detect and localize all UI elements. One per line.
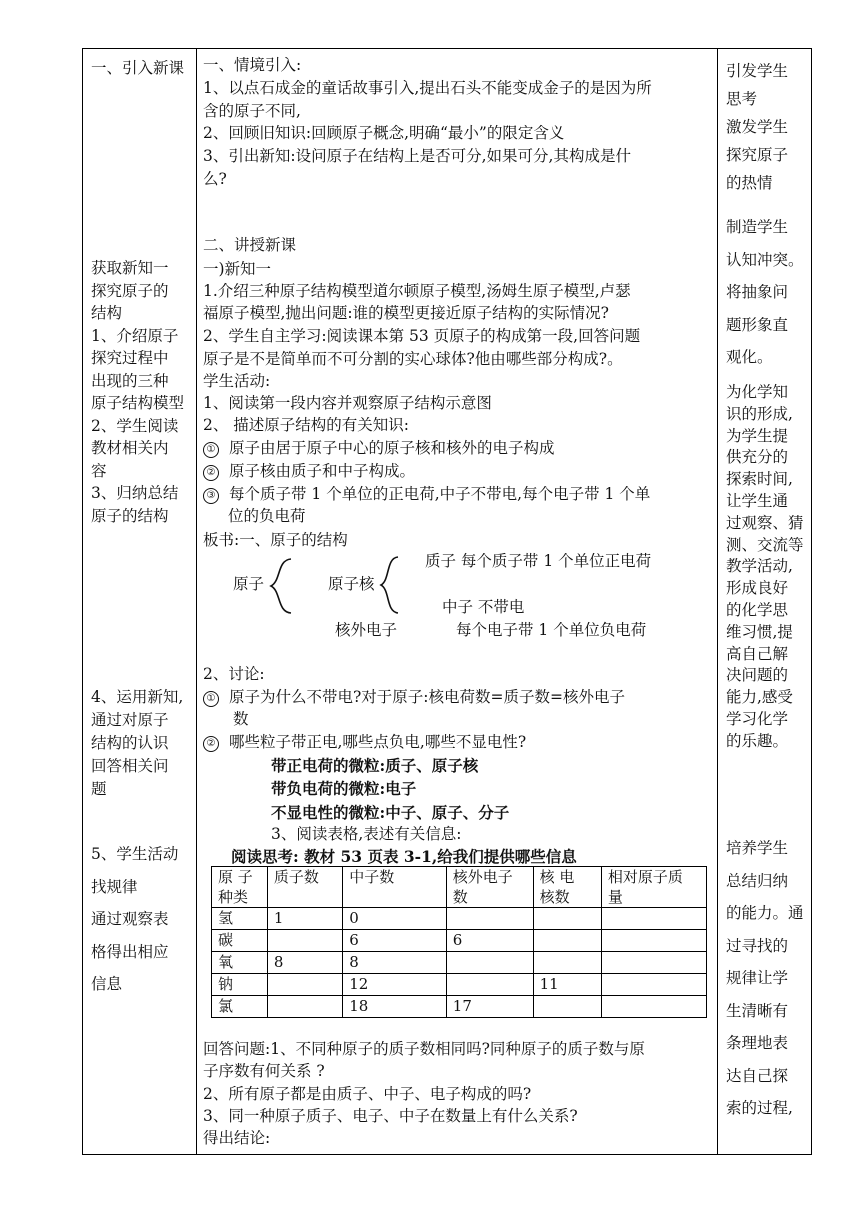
table-cell: 6 (446, 930, 533, 952)
table-cell (601, 930, 706, 952)
table-cell: 氢 (212, 908, 268, 930)
header-text: 种类 (218, 888, 249, 906)
note-line: 高自己解 (726, 644, 789, 663)
note-line: 让学生通 (726, 492, 789, 510)
design-intent-column (718, 49, 812, 1154)
note-line: 通过对原子 (91, 711, 169, 729)
note-line: 的能力。通 (726, 904, 804, 922)
note-line: 的热情 (726, 174, 773, 192)
table-cell: 8 (267, 952, 342, 974)
text-line: 1、阅读第一段内容并观察原子结构示意图 (203, 394, 492, 412)
reading-prompt: 阅读思考: 教材 53 页表 3-1,给我们提供哪些信息 (231, 847, 577, 866)
note-line: 1、介绍原子 (91, 326, 179, 345)
header-text: 数 (452, 888, 468, 906)
text-line: 3、引出新知:设问原子在结构上是否可分,如果可分,其构成是什 (203, 147, 631, 165)
table-header-cell (267, 867, 342, 908)
note-line: 探究原子的 (91, 281, 169, 300)
text-line: 3、阅读表格,表述有关信息: (271, 825, 462, 843)
note-line: 观化。 (726, 348, 773, 366)
header-text: 量 (607, 888, 623, 906)
note-line: 找规律 (91, 877, 138, 896)
table-header-cell (533, 867, 601, 908)
note-line: 2、学生阅读 (91, 416, 179, 435)
section2-title: 二、讲授新课 (203, 236, 297, 254)
list-item: ② 原子核由质子和中子构成。 (203, 461, 415, 481)
table-header-cell (601, 867, 706, 908)
text-line: 位的负电荷 (228, 507, 306, 525)
activity-title: 学生活动: (203, 372, 271, 390)
text-line: 么? (203, 170, 227, 188)
table-cell: 6 (343, 930, 447, 952)
text-line: 2、回顾旧知识:回顾原子概念,明确“最小”的限定含义 (203, 124, 565, 142)
step-intro: 一、引入新课 (91, 59, 185, 77)
note-line: 引发学生 (726, 62, 789, 80)
note-line: 题形象直 (726, 315, 789, 334)
note-line: 原子结构模型 (91, 394, 185, 412)
note-line: 将抽象问 (726, 283, 789, 301)
text-line: 原子是不是简单而不可分割的实心球体?他由哪些部分构成?。 (203, 350, 623, 368)
table-cell (533, 930, 601, 952)
neutral-particles: 不显电性的微粒:中子、原子、分子 (271, 803, 510, 822)
note-line: 结构的认识 (91, 734, 169, 752)
note-line: 5、学生活动 (91, 845, 179, 863)
brace-icon (378, 555, 402, 615)
negative-particles: 带负电荷的微粒:电子 (271, 779, 417, 798)
table-cell (267, 974, 342, 996)
table-cell: 12 (343, 974, 447, 996)
note-line: 的化学思 (726, 601, 789, 619)
positive-particles: 带正电荷的微粒:质子、原子核 (271, 756, 479, 775)
note-line: 认知冲突。 (726, 250, 804, 269)
table-cell (446, 952, 533, 974)
note-line: 供充分的 (726, 448, 789, 467)
electron-desc: 每个电子带 1 个单位负电荷 (456, 621, 647, 639)
note-line: 探索时间, (726, 470, 793, 489)
table-cell: 氯 (212, 996, 268, 1018)
table-row (212, 930, 707, 952)
table-cell (533, 996, 601, 1018)
note-line: 容 (91, 461, 107, 480)
table-cell: 18 (343, 996, 447, 1018)
note-line: 探究过程中 (91, 349, 169, 367)
note-line: 出现的三种 (91, 371, 169, 390)
circled-number: ① (203, 691, 219, 707)
table-header-cell (446, 867, 533, 908)
header-text: 原 子 (218, 868, 253, 886)
nucleus-label: 原子核 (328, 575, 375, 593)
note-line: 过观察、猜 (726, 513, 804, 532)
subsection-title: 一)新知一 (203, 260, 272, 278)
note-line: 题 (91, 780, 107, 798)
table-cell (533, 952, 601, 974)
neutron-line: 中子 不带电 (442, 598, 525, 616)
table-row (212, 974, 707, 996)
text-line: 子序数有何关系 ? (203, 1062, 325, 1080)
table-cell (601, 908, 706, 930)
note-line: 教材相关内 (91, 439, 169, 457)
list-item: ② 哪些粒子带正电,哪些点负电,哪些不显电性? (203, 732, 526, 752)
note-line: 4、运用新知, (91, 688, 184, 706)
discussion-title: 2、讨论: (203, 665, 265, 683)
list-item: ③ 每个质子带 1 个单位的正电荷,中子不带电,每个电子带 1 个单 (203, 484, 650, 504)
atom-label: 原子 (233, 575, 265, 593)
text-line: 3、同一种原子质子、电子、中子在数量上有什么关系? (203, 1107, 578, 1125)
text-line: 1、以点石成金的童话故事引入,提出石头不能变成金子的是因为所 (203, 79, 652, 97)
circled-number: ① (203, 442, 219, 458)
note-line: 学习化学 (726, 710, 789, 728)
table-cell: 11 (533, 974, 601, 996)
table-cell: 氧 (212, 952, 268, 974)
atom-data-table (211, 866, 707, 1018)
note-line: 思考 (726, 90, 758, 108)
circled-number: ② (203, 736, 219, 752)
note-line: 激发学生 (726, 118, 789, 136)
note-line: 结构 (91, 304, 123, 322)
header-text: 中子数 (349, 868, 395, 886)
table-row (212, 996, 707, 1018)
header-text: 核 电 (539, 868, 575, 886)
list-item: ① 原子为什么不带电?对于原子:核电荷数=质子数=核外电子 (203, 687, 625, 707)
list-item: ① 原子由居于原子中心的原子核和核外的电子构成 (203, 438, 555, 458)
note-line: 格得出相应 (91, 942, 169, 961)
text-line: 回答问题:1、不同种原子的质子数相同吗?同种原子的质子数与原 (203, 1040, 645, 1058)
note-line: 原子的结构 (91, 506, 169, 525)
note-line: 教学活动, (726, 557, 793, 576)
text-line: 含的原子不同, (203, 102, 301, 120)
note-line: 索的过程, (726, 1099, 793, 1117)
note-line: 识的形成, (726, 404, 793, 423)
note-line: 生清晰有 (726, 1001, 789, 1020)
table-row (212, 908, 707, 930)
text-line: 数 (233, 710, 249, 728)
header-text: 质子数 (273, 868, 319, 886)
table-cell (601, 974, 706, 996)
header-text: 相对原子质 (607, 868, 683, 886)
note-line: 决问题的 (726, 666, 789, 685)
table-cell: 碳 (212, 930, 268, 952)
table-cell (533, 908, 601, 930)
table-cell (267, 930, 342, 952)
table-cell (601, 952, 706, 974)
note-line: 培养学生 (726, 839, 789, 857)
note-line: 3、归纳总结 (91, 484, 179, 502)
note-line: 探究原子 (726, 146, 789, 164)
table-cell (601, 996, 706, 1018)
note-line: 信息 (91, 975, 123, 993)
table-cell (446, 908, 533, 930)
board-title: 板书:一、原子的结构 (203, 531, 348, 549)
note-line: 为学生提 (726, 426, 789, 445)
text-line: 1.介绍三种原子结构模型道尔顿原子模型,汤姆生原子模型,卢瑟 (203, 282, 631, 300)
note-line: 过寻找的 (726, 936, 789, 955)
table-cell (267, 996, 342, 1018)
circled-number: ② (203, 465, 219, 481)
note-line: 条理地表 (726, 1034, 789, 1052)
table-cell: 17 (446, 996, 533, 1018)
text-line: 2、 描述原子结构的有关知识: (203, 416, 410, 434)
lesson-plan-table (82, 48, 812, 1155)
header-text: 核数 (539, 888, 570, 906)
table-header-cell (343, 867, 447, 908)
table-cell: 0 (343, 908, 447, 930)
table-cell: 钠 (212, 974, 268, 996)
table-header-row (212, 867, 707, 908)
note-line: 的乐趣。 (726, 731, 789, 750)
note-line: 规律让学 (726, 969, 789, 987)
text-line: 2、所有原子都是由质子、中子、电子构成的吗? (203, 1085, 532, 1103)
circled-number: ③ (203, 488, 219, 504)
teaching-content-column (197, 49, 717, 1154)
note-line: 为化学知 (726, 383, 789, 401)
note-line: 形成良好 (726, 579, 789, 598)
text-line: 2、学生自主学习:阅读课本第 53 页原子的构成第一段,回答问题 (203, 327, 641, 345)
note-line: 制造学生 (726, 218, 789, 236)
note-line: 达自己探 (726, 1066, 789, 1085)
header-text: 核外电子 (452, 868, 513, 886)
note-line: 测、交流等 (726, 535, 804, 554)
table-header-cell (212, 867, 268, 908)
table-cell: 1 (267, 908, 342, 930)
text-line: 福原子模型,抛出问题:谁的模型更接近原子结构的实际情况? (203, 304, 609, 322)
conclusion-label: 得出结论: (203, 1129, 271, 1147)
note-line: 获取新知一 (91, 259, 169, 277)
note-line: 能力,感受 (726, 688, 793, 707)
table-row (212, 952, 707, 974)
electron-label: 核外电子 (335, 621, 398, 639)
table-cell (446, 974, 533, 996)
note-line: 回答相关问 (91, 757, 169, 775)
note-line: 维习惯,提 (726, 622, 793, 641)
teaching-steps-column (83, 49, 196, 1154)
section1-title: 一、情境引入: (203, 56, 302, 74)
table-cell: 8 (343, 952, 447, 974)
brace-icon (267, 557, 297, 615)
note-line: 通过观察表 (91, 910, 169, 928)
proton-line: 质子 每个质子带 1 个单位正电荷 (425, 552, 652, 570)
note-line: 总结归纳 (726, 871, 789, 890)
